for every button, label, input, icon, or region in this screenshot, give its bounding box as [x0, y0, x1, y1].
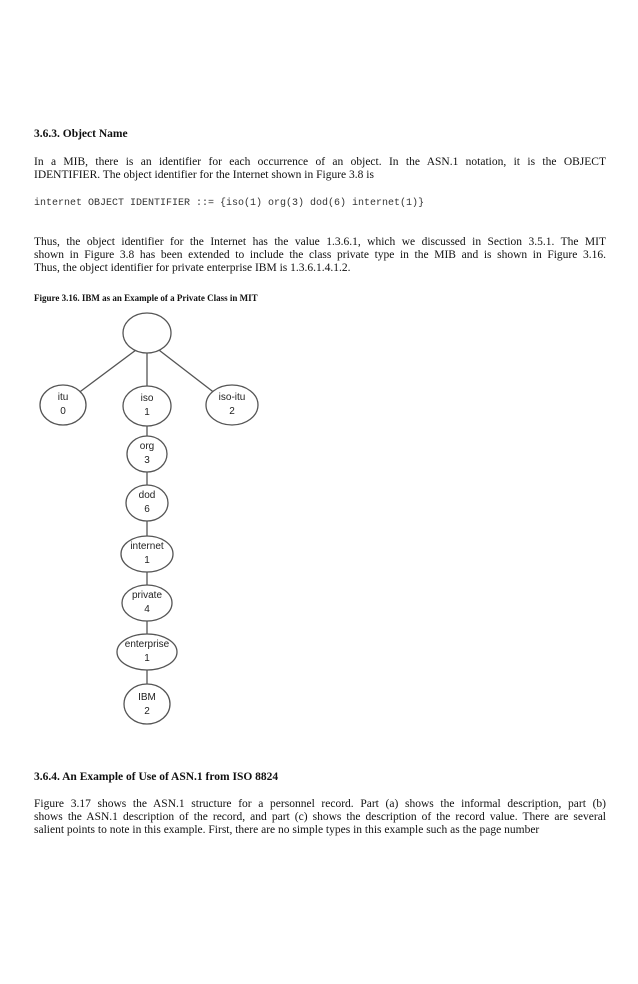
node-number: 1	[144, 407, 150, 418]
node-label: org	[139, 441, 155, 452]
figure-caption: Figure 3.16. IBM as an Example of a Private Class in MIT	[34, 293, 258, 303]
node-number: 3	[144, 455, 150, 466]
tree-node-enterprise	[117, 634, 177, 670]
paragraph-line: salient points to note in this example. First, there are no simple types in this example such as the page number	[34, 824, 540, 836]
node-label: enterprise	[124, 639, 170, 650]
paragraph-line: Thus, the object identifier for the Internet has the value 1.3.6.1, which we discussed in Section 3.5.1. The MIT	[34, 236, 606, 248]
edge-root-iso-itu	[155, 347, 216, 394]
edge-root-itu	[77, 347, 140, 394]
node-number: 2	[229, 406, 235, 417]
tree-node-itu	[40, 385, 86, 425]
node-number: 1	[144, 555, 150, 566]
node-label: dod	[138, 490, 156, 501]
node-number: 6	[144, 504, 150, 515]
paragraph-personnel-record	[34, 798, 606, 837]
node-label: IBM	[138, 692, 156, 703]
section-heading-3-6-3: 3.6.3. Object Name	[34, 128, 128, 140]
node-label: internet	[130, 541, 164, 552]
node-label: iso-itu	[218, 392, 246, 403]
node-number: 1	[144, 653, 150, 664]
node-label: itu	[57, 392, 69, 403]
node-number: 0	[60, 406, 66, 417]
tree-node-iso	[123, 386, 171, 426]
paragraph-line: IDENTIFIER. The object identifier for the Internet shown in Figure 3.8 is	[34, 169, 374, 181]
tree-node-root	[123, 313, 171, 353]
tree-node-internet	[121, 536, 173, 572]
paragraph-line: In a MIB, there is an identifier for each occurrence of an object. In the ASN.1 notation, it is the OBJECT	[34, 156, 606, 168]
node-number: 4	[144, 604, 150, 615]
paragraph-line: shows the ASN.1 description of the record, and part (c) shows the description of the record value. There are several	[34, 811, 606, 823]
tree-node-dod	[126, 485, 168, 521]
node-label: iso	[140, 393, 154, 404]
tree-node-iso-itu	[206, 385, 258, 425]
code-sample: internet OBJECT IDENTIFIER ::= {iso(1) org(3) dod(6) internet(1)}	[34, 198, 425, 209]
section-heading-3-6-4: 3.6.4. An Example of Use of ASN.1 from ISO 8824	[34, 771, 279, 783]
tree-node-org	[127, 436, 167, 472]
paragraph-line: Thus, the object identifier for private enterprise IBM is 1.3.6.1.4.1.2.	[34, 262, 351, 274]
paragraph-line: shown in Figure 3.8 has been extended to include the class private type in the MIB and is shown in Figure 3.16.	[34, 249, 606, 261]
node-label: private	[131, 590, 163, 601]
tree-node-ibm	[124, 684, 170, 724]
node-number: 2	[144, 706, 150, 717]
tree-node-private	[122, 585, 172, 621]
paragraph-line: Figure 3.17 shows the ASN.1 structure for a personnel record. Part (a) shows the informal description, part (b)	[34, 798, 606, 810]
